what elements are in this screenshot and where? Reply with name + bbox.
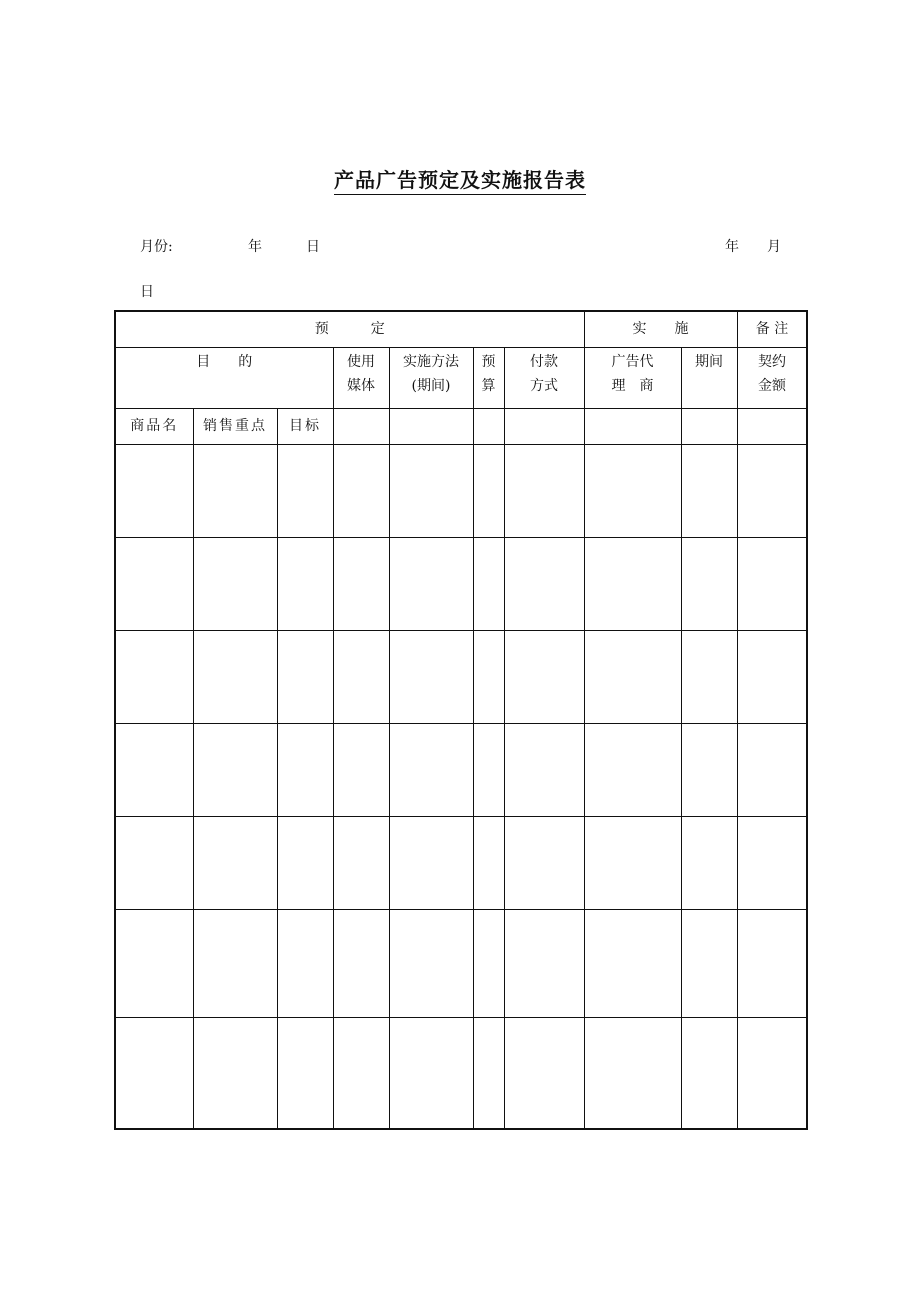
subheader-row xyxy=(115,408,807,444)
blank-cell xyxy=(504,408,584,444)
entry-cell[interactable] xyxy=(389,630,473,723)
media-header xyxy=(333,347,389,408)
entry-cell[interactable] xyxy=(277,537,333,630)
budget-header xyxy=(473,347,504,408)
entry-cell[interactable] xyxy=(115,723,193,816)
blank-cell xyxy=(681,408,737,444)
entry-row xyxy=(115,537,807,630)
entry-cell[interactable] xyxy=(193,537,277,630)
entry-cell[interactable] xyxy=(473,909,504,1017)
entry-cell[interactable] xyxy=(584,1017,681,1129)
entry-cell[interactable] xyxy=(504,723,584,816)
implementation-group-cell: 实 施 xyxy=(584,311,737,347)
entry-cell[interactable] xyxy=(504,816,584,909)
blank-cell xyxy=(584,408,681,444)
entry-cell[interactable] xyxy=(473,444,504,537)
blank-cell xyxy=(473,408,504,444)
method-header-line1: 实施方法 xyxy=(403,353,459,370)
remarks-group-cell: 备 注 xyxy=(737,311,807,347)
entry-cell[interactable] xyxy=(277,816,333,909)
entry-cell[interactable] xyxy=(277,909,333,1017)
entry-cell[interactable] xyxy=(681,537,737,630)
entry-cell[interactable] xyxy=(115,537,193,630)
entry-cell[interactable] xyxy=(681,723,737,816)
entry-cell[interactable] xyxy=(333,816,389,909)
day-label-1: 日 xyxy=(306,239,320,255)
year-label-2: 年 xyxy=(725,239,739,255)
target-header: 目标 xyxy=(277,408,333,444)
blank-cell xyxy=(737,408,807,444)
day-label-2: 日 xyxy=(140,284,154,300)
entry-cell[interactable] xyxy=(584,444,681,537)
month-label: 月份: xyxy=(140,239,173,255)
budget-header-line1: 预 xyxy=(481,353,496,370)
product-name-header: 商品名 xyxy=(115,408,193,444)
entry-cell[interactable] xyxy=(681,909,737,1017)
entry-cell[interactable] xyxy=(193,816,277,909)
purpose-header: 目 的 xyxy=(115,347,333,408)
month-label-2: 月 xyxy=(767,239,781,255)
entry-cell[interactable] xyxy=(193,909,277,1017)
method-header-line2: (期间) xyxy=(411,377,451,394)
entry-cell[interactable] xyxy=(193,630,277,723)
column-header-row xyxy=(115,347,807,408)
entry-cell[interactable] xyxy=(584,909,681,1017)
agency-header-line1: 广告代 xyxy=(611,353,654,370)
group-header-row xyxy=(115,311,807,347)
entry-row xyxy=(115,444,807,537)
entry-cell[interactable] xyxy=(473,816,504,909)
entry-row xyxy=(115,816,807,909)
entry-cell[interactable] xyxy=(473,630,504,723)
entry-cell[interactable] xyxy=(584,816,681,909)
entry-cell[interactable] xyxy=(737,1017,807,1129)
entry-row xyxy=(115,630,807,723)
report-table xyxy=(114,310,808,1130)
payment-header-line1: 付款 xyxy=(530,353,558,370)
payment-header xyxy=(504,347,584,408)
entry-cell[interactable] xyxy=(389,537,473,630)
blank-cell xyxy=(389,408,473,444)
media-header-line1: 使用 xyxy=(347,353,375,370)
entry-cell[interactable] xyxy=(193,723,277,816)
entry-cell[interactable] xyxy=(737,723,807,816)
entry-cell[interactable] xyxy=(584,630,681,723)
entry-cell[interactable] xyxy=(389,723,473,816)
entry-cell[interactable] xyxy=(115,909,193,1017)
entry-cell[interactable] xyxy=(681,816,737,909)
entry-cell[interactable] xyxy=(504,1017,584,1129)
entry-cell[interactable] xyxy=(333,723,389,816)
entry-cell[interactable] xyxy=(473,1017,504,1129)
entry-cell[interactable] xyxy=(681,630,737,723)
entry-cell[interactable] xyxy=(504,909,584,1017)
entry-cell[interactable] xyxy=(737,630,807,723)
entry-cell[interactable] xyxy=(389,444,473,537)
entry-cell[interactable] xyxy=(584,537,681,630)
contract-amount-header xyxy=(737,347,807,408)
entry-cell[interactable] xyxy=(333,630,389,723)
entry-cell[interactable] xyxy=(115,444,193,537)
contract-header-line1: 契约 xyxy=(758,353,786,370)
document-title xyxy=(0,164,920,193)
entry-cell[interactable] xyxy=(333,909,389,1017)
method-header xyxy=(389,347,473,408)
blank-cell xyxy=(333,408,389,444)
entry-cell[interactable] xyxy=(333,537,389,630)
title-text: 产品广告预定及实施报告表 xyxy=(334,168,586,195)
entry-cell[interactable] xyxy=(584,723,681,816)
entry-cell[interactable] xyxy=(504,537,584,630)
entry-cell[interactable] xyxy=(277,630,333,723)
entry-cell[interactable] xyxy=(333,1017,389,1129)
period-header: 期间 xyxy=(681,347,737,408)
entry-cell[interactable] xyxy=(504,630,584,723)
entry-cell[interactable] xyxy=(737,537,807,630)
entry-cell[interactable] xyxy=(737,816,807,909)
media-header-line2: 媒体 xyxy=(347,377,375,394)
sales-focus-header: 销售重点 xyxy=(193,408,277,444)
entry-cell[interactable] xyxy=(681,444,737,537)
payment-header-line2: 方式 xyxy=(530,377,558,394)
entry-cell[interactable] xyxy=(193,444,277,537)
booking-group-cell: 预 定 xyxy=(115,311,584,347)
entry-cell[interactable] xyxy=(504,444,584,537)
entry-cell[interactable] xyxy=(115,1017,193,1129)
entry-cell[interactable] xyxy=(115,816,193,909)
agency-header-line2: 理 商 xyxy=(611,377,654,394)
entry-cell[interactable] xyxy=(737,909,807,1017)
contract-header-line2: 金额 xyxy=(758,377,786,394)
entry-row xyxy=(115,909,807,1017)
entry-cell[interactable] xyxy=(473,723,504,816)
year-label-1: 年 xyxy=(248,239,262,255)
entry-cell[interactable] xyxy=(193,1017,277,1129)
entry-cell[interactable] xyxy=(277,1017,333,1129)
entry-cell[interactable] xyxy=(389,1017,473,1129)
entry-cell[interactable] xyxy=(277,444,333,537)
entry-cell[interactable] xyxy=(277,723,333,816)
entry-cell[interactable] xyxy=(115,630,193,723)
entry-cell[interactable] xyxy=(333,444,389,537)
entry-cell[interactable] xyxy=(473,537,504,630)
entry-cell[interactable] xyxy=(389,909,473,1017)
agency-header xyxy=(584,347,681,408)
entry-cell[interactable] xyxy=(737,444,807,537)
entry-cell[interactable] xyxy=(681,1017,737,1129)
entry-row xyxy=(115,1017,807,1129)
budget-header-line2: 算 xyxy=(481,377,496,394)
entry-row xyxy=(115,723,807,816)
entry-cell[interactable] xyxy=(389,816,473,909)
